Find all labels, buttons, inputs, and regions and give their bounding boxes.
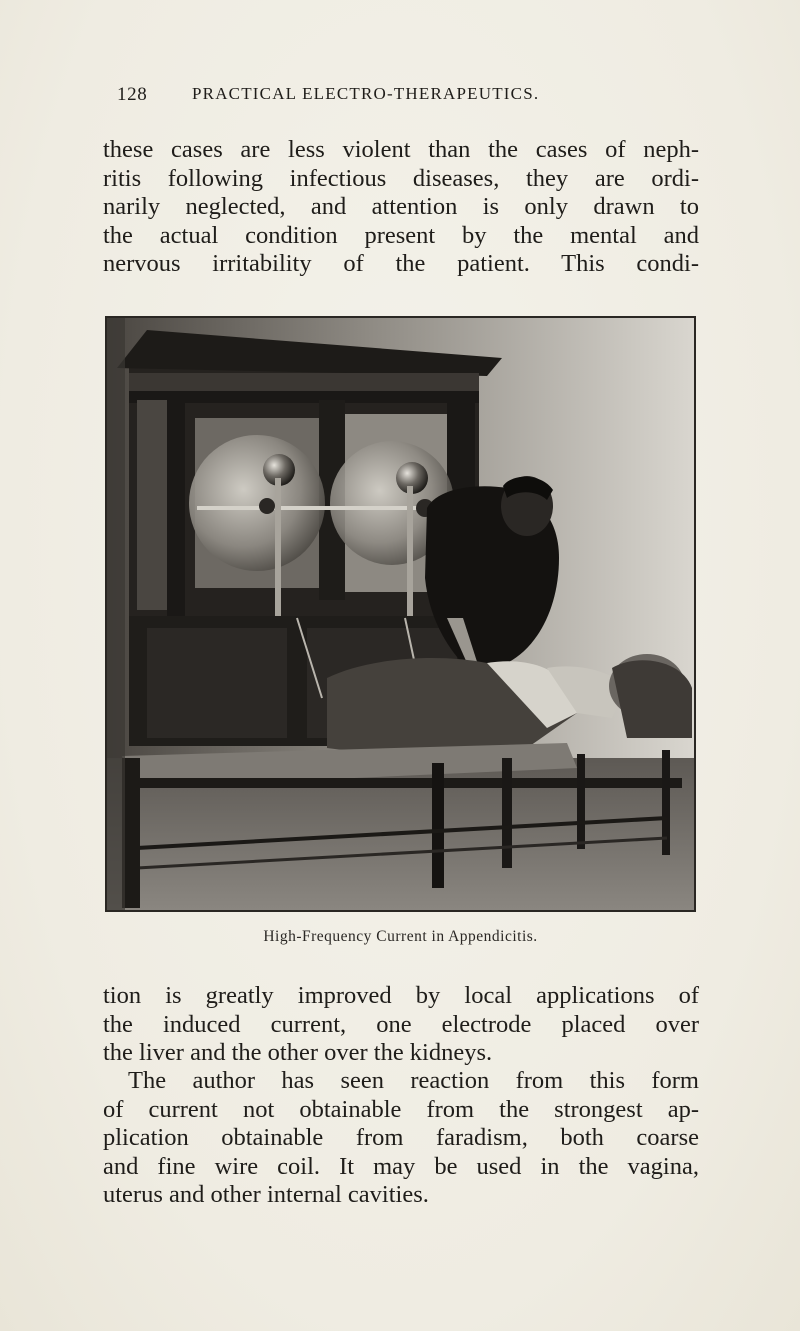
text-line: nervous irritability of the patient. This condi- xyxy=(103,250,699,278)
page-number: 128 xyxy=(117,84,148,105)
paragraph-author xyxy=(103,1067,699,1210)
running-head xyxy=(117,84,677,110)
text-line: of current not obtainable from the strongest ap- xyxy=(103,1095,699,1123)
text-line: plication obtainable from faradism, both coarse xyxy=(103,1124,699,1152)
text-line: and fine wire coil. It may be used in the vagina, xyxy=(103,1152,699,1180)
text-line: the induced current, one electrode placed over xyxy=(103,1010,699,1038)
paragraph-continuation xyxy=(103,982,699,1068)
figure-photograph xyxy=(105,316,696,912)
text-line: tion is greatly improved by local applications of xyxy=(103,982,699,1009)
text-line: narily neglected, and attention is only drawn to xyxy=(103,193,699,221)
text-line: The author has seen reaction from this form xyxy=(128,1067,699,1094)
paragraph-opening xyxy=(103,136,699,279)
running-title: PRACTICAL ELECTRO-THERAPEUTICS. xyxy=(192,84,540,103)
photograph-high-frequency-treatment xyxy=(107,318,694,910)
text-line: the actual condition present by the mental and xyxy=(103,221,699,249)
text-line: the liver and the other over the kidneys. xyxy=(103,1039,493,1067)
text-line: uterus and other internal cavities. xyxy=(103,1181,429,1209)
text-line: these cases are less violent than the cases of neph- xyxy=(103,136,699,163)
figure-caption: High-Frequency Current in Appendicitis. xyxy=(263,928,538,945)
text-line: ritis following infectious diseases, they are ordi- xyxy=(103,164,699,192)
